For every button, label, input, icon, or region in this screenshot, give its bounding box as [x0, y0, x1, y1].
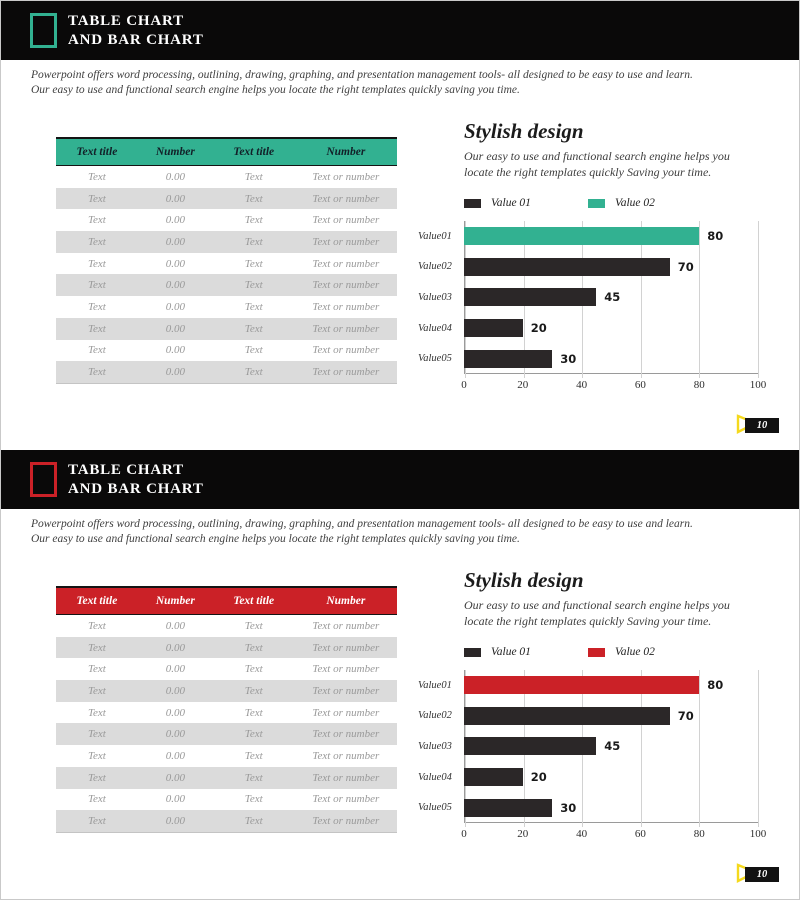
legend-item — [588, 646, 655, 658]
table-cell: Text — [87, 749, 106, 762]
bar-category-label: Value02 — [418, 710, 452, 722]
chart-description-line2: locate the right templates quickly Saving your time. — [464, 164, 712, 179]
bar — [464, 707, 670, 725]
table-cell: Text or number — [312, 619, 380, 632]
table-cell: Text — [244, 170, 263, 183]
bar-category-label: Value01 — [418, 230, 452, 242]
table-cell: Text — [87, 684, 106, 697]
legend-swatch — [464, 199, 481, 208]
table-row — [56, 166, 397, 188]
slide-title-band — [1, 450, 799, 509]
chart-title: Stylish design — [464, 568, 584, 592]
bar-category-label: Value03 — [418, 740, 452, 752]
table-cell: Text — [244, 366, 263, 379]
table-cell: 0.00 — [165, 771, 185, 784]
table-chart — [56, 586, 397, 833]
bar — [464, 676, 699, 694]
table-cell: 0.00 — [165, 684, 185, 697]
table-row — [56, 637, 397, 659]
table-header-row — [56, 138, 397, 166]
slide-title-line2: AND BAR CHART — [68, 480, 204, 497]
axis-tick-label: 100 — [749, 828, 767, 840]
table-cell: Text — [244, 815, 263, 828]
slide-title-line1: TABLE CHART — [68, 12, 184, 29]
legend-label: Value 01 — [491, 646, 531, 658]
column-header: Number — [295, 138, 397, 166]
bar-track — [464, 258, 758, 276]
column-header: Number — [138, 587, 213, 615]
column-header: Text title — [213, 587, 295, 615]
table-row — [56, 361, 397, 383]
slide-table-bar-chart-red — [1, 450, 799, 900]
table-row — [56, 231, 397, 253]
table-cell: 0.00 — [165, 300, 185, 313]
gridline — [758, 670, 759, 827]
table-cell: 0.00 — [165, 366, 185, 379]
table-cell: Text or number — [312, 728, 380, 741]
chart-axis-labels — [461, 379, 767, 393]
bar-track — [464, 799, 758, 817]
bar-value-label: 45 — [604, 739, 621, 754]
bar — [464, 258, 670, 276]
table-cell: Text or number — [312, 771, 380, 784]
table-cell: 0.00 — [165, 322, 185, 335]
square-outline-icon — [30, 13, 57, 48]
table-cell: Text or number — [312, 170, 380, 183]
bar-value-label: 20 — [530, 770, 547, 785]
bar-category-label: Value04 — [418, 322, 452, 334]
table-cell: Text — [87, 793, 106, 806]
axis-tick-label: 80 — [693, 828, 705, 840]
intro-paragraph — [31, 517, 693, 547]
table-cell: Text — [87, 170, 106, 183]
bar-chart-panel — [418, 568, 792, 842]
axis-tick-label: 40 — [576, 828, 588, 840]
axis-tick-label: 80 — [693, 379, 705, 391]
axis-tick-label: 100 — [749, 379, 767, 391]
table-cell: Text — [244, 728, 263, 741]
page-number-badge — [736, 864, 779, 884]
table-cell: Text or number — [312, 322, 380, 335]
data-table — [56, 137, 397, 384]
table-cell: Text — [87, 214, 106, 227]
bar-category-label: Value01 — [418, 679, 452, 691]
bar-row — [418, 792, 758, 823]
table-cell: Text — [244, 619, 263, 632]
slide-title-band — [1, 1, 799, 60]
table-row — [56, 767, 397, 789]
chart-description-line2: locate the right templates quickly Saving your time. — [464, 613, 712, 628]
table-cell: Text — [87, 300, 106, 313]
table-cell: 0.00 — [165, 706, 185, 719]
bar-row — [418, 670, 758, 701]
table-row — [56, 789, 397, 811]
table-cell: 0.00 — [165, 257, 185, 270]
table-cell: Text — [87, 815, 106, 828]
table-body — [56, 166, 397, 384]
table-cell: 0.00 — [165, 663, 185, 676]
bar-row — [418, 282, 758, 313]
bar-track — [464, 737, 758, 755]
table-cell: Text — [87, 322, 106, 335]
table-cell: Text — [244, 771, 263, 784]
table-cell: 0.00 — [165, 279, 185, 292]
bar-row — [418, 762, 758, 793]
legend-swatch — [588, 648, 605, 657]
bar — [464, 799, 552, 817]
page-number-badge — [736, 415, 779, 435]
legend-label: Value 02 — [614, 646, 655, 658]
table-cell: Text — [87, 728, 106, 741]
chart-axis-labels — [461, 828, 767, 842]
table-cell: Text — [87, 641, 106, 654]
table-row — [56, 702, 397, 724]
bar — [464, 350, 552, 368]
table-cell: Text or number — [312, 344, 380, 357]
table-cell: Text — [87, 192, 106, 205]
page-number: 10 — [745, 867, 779, 882]
axis-tick-label: 40 — [576, 379, 588, 391]
table-cell: Text — [244, 641, 263, 654]
table-chart — [56, 137, 397, 384]
bar-chart — [418, 221, 792, 393]
table-cell: Text — [87, 771, 106, 784]
table-cell: Text or number — [312, 815, 380, 828]
table-cell: Text — [87, 663, 106, 676]
chart-legend — [464, 197, 792, 209]
column-header: Text title — [213, 138, 295, 166]
table-row — [56, 296, 397, 318]
bar-value-label: 20 — [530, 321, 547, 336]
bar-track — [464, 288, 758, 306]
table-cell: Text — [244, 214, 263, 227]
table-cell: Text — [244, 663, 263, 676]
chart-legend — [464, 646, 792, 658]
table-row — [56, 209, 397, 231]
chart-description — [464, 149, 792, 180]
bar-row — [418, 252, 758, 283]
table-cell: Text — [244, 344, 263, 357]
table-cell: Text or number — [312, 192, 380, 205]
bar-value-label: 45 — [604, 290, 621, 305]
bar — [464, 768, 523, 786]
table-row — [56, 274, 397, 296]
legend-swatch — [464, 648, 481, 657]
bar-chart-panel — [418, 119, 792, 393]
page-number: 10 — [745, 418, 779, 433]
table-cell: Text or number — [312, 300, 380, 313]
axis-tick-label: 0 — [461, 828, 467, 840]
table-cell: Text or number — [312, 235, 380, 248]
table-row — [56, 810, 397, 832]
bar-value-label: 70 — [677, 259, 694, 274]
table-cell: Text — [244, 279, 263, 292]
legend-item — [588, 197, 655, 209]
table-cell: Text — [244, 684, 263, 697]
intro-line1: Powerpoint offers word processing, outlining, drawing, graphing, and presentation management tools- all designed to be easy to use and learn. — [31, 518, 693, 530]
bar — [464, 319, 523, 337]
table-cell: 0.00 — [165, 344, 185, 357]
table-cell: 0.00 — [165, 641, 185, 654]
slide-title — [68, 12, 204, 50]
bar — [464, 737, 596, 755]
bar-row — [418, 731, 758, 762]
table-row — [56, 253, 397, 275]
bar-chart — [418, 670, 792, 842]
slide-title-line1: TABLE CHART — [68, 461, 184, 478]
table-cell: 0.00 — [165, 815, 185, 828]
chart-rows — [418, 670, 758, 823]
slide-title — [68, 461, 204, 499]
table-cell: Text or number — [312, 684, 380, 697]
table-cell: Text — [87, 366, 106, 379]
table-cell: Text — [87, 279, 106, 292]
table-cell: Text or number — [312, 793, 380, 806]
table-cell: Text or number — [312, 641, 380, 654]
chart-title: Stylish design — [464, 119, 584, 143]
column-header: Text title — [56, 587, 138, 615]
bar-row — [418, 313, 758, 344]
legend-item — [464, 646, 531, 658]
table-cell: Text or number — [312, 706, 380, 719]
gridline — [758, 221, 759, 378]
table-cell: Text — [87, 257, 106, 270]
axis-tick-label: 60 — [634, 828, 646, 840]
axis-tick-label: 20 — [517, 828, 529, 840]
bar-value-label: 80 — [707, 678, 724, 693]
table-cell: Text or number — [312, 663, 380, 676]
bar-track — [464, 768, 758, 786]
bar-track — [464, 350, 758, 368]
bar — [464, 227, 699, 245]
bar — [464, 288, 596, 306]
table-cell: Text — [87, 619, 106, 632]
bar-track — [464, 227, 758, 245]
table-cell: 0.00 — [165, 749, 185, 762]
table-body — [56, 615, 397, 833]
table-cell: Text — [244, 235, 263, 248]
table-cell: Text — [244, 706, 263, 719]
intro-line1: Powerpoint offers word processing, outlining, drawing, graphing, and presentation management tools- all designed to be easy to use and learn. — [31, 69, 693, 81]
chart-description — [464, 598, 792, 629]
bar-track — [464, 319, 758, 337]
legend-item — [464, 197, 531, 209]
bar-value-label: 80 — [707, 229, 724, 244]
table-cell: Text — [244, 749, 263, 762]
table-cell: 0.00 — [165, 619, 185, 632]
axis-tick-label: 60 — [634, 379, 646, 391]
table-cell: 0.00 — [165, 793, 185, 806]
bar-category-label: Value05 — [418, 353, 452, 365]
slide-table-bar-chart-teal — [1, 1, 799, 451]
table-cell: 0.00 — [165, 235, 185, 248]
table-cell: 0.00 — [165, 170, 185, 183]
square-outline-icon — [30, 462, 57, 497]
table-cell: Text — [244, 793, 263, 806]
table-cell: Text or number — [312, 279, 380, 292]
table-cell: Text — [87, 235, 106, 248]
table-row — [56, 340, 397, 362]
table-row — [56, 658, 397, 680]
legend-label: Value 02 — [614, 197, 655, 209]
bar-row — [418, 701, 758, 732]
table-cell: 0.00 — [165, 192, 185, 205]
column-header: Number — [295, 587, 397, 615]
intro-paragraph — [31, 68, 693, 98]
bar-category-label: Value04 — [418, 771, 452, 783]
table-row — [56, 318, 397, 340]
bar-category-label: Value02 — [418, 261, 452, 273]
bar-category-label: Value03 — [418, 291, 452, 303]
column-header: Text title — [56, 138, 138, 166]
bar-value-label: 70 — [677, 708, 694, 723]
bar-track — [464, 676, 758, 694]
table-cell: Text — [244, 192, 263, 205]
bar-row — [418, 221, 758, 252]
data-table — [56, 586, 397, 833]
legend-label: Value 01 — [491, 197, 531, 209]
chart-description-line1: Our easy to use and functional search engine helps you — [464, 149, 730, 163]
axis-tick-label: 20 — [517, 379, 529, 391]
table-row — [56, 680, 397, 702]
table-row — [56, 745, 397, 767]
table-row — [56, 615, 397, 637]
intro-line2: Our easy to use and functional search engine helps you locate the right templates quickly saving you time. — [31, 84, 520, 96]
table-row — [56, 723, 397, 745]
column-header: Number — [138, 138, 213, 166]
table-cell: Text or number — [312, 749, 380, 762]
table-row — [56, 188, 397, 210]
table-header-row — [56, 587, 397, 615]
axis-tick-label: 0 — [461, 379, 467, 391]
table-cell: Text or number — [312, 366, 380, 379]
table-cell: 0.00 — [165, 214, 185, 227]
bar-value-label: 30 — [560, 800, 577, 815]
table-cell: Text — [244, 322, 263, 335]
intro-line2: Our easy to use and functional search engine helps you locate the right templates quickly saving you time. — [31, 533, 520, 545]
table-cell: Text — [244, 257, 263, 270]
table-cell: Text or number — [312, 214, 380, 227]
slide-title-line2: AND BAR CHART — [68, 31, 204, 48]
bar-track — [464, 707, 758, 725]
table-cell: Text — [87, 706, 106, 719]
bar-row — [418, 343, 758, 374]
table-cell: Text — [87, 344, 106, 357]
table-cell: Text — [244, 300, 263, 313]
bar-value-label: 30 — [560, 351, 577, 366]
chart-description-line1: Our easy to use and functional search engine helps you — [464, 598, 730, 612]
chart-rows — [418, 221, 758, 374]
legend-swatch — [588, 199, 605, 208]
table-cell: 0.00 — [165, 728, 185, 741]
table-cell: Text or number — [312, 257, 380, 270]
bar-category-label: Value05 — [418, 802, 452, 814]
